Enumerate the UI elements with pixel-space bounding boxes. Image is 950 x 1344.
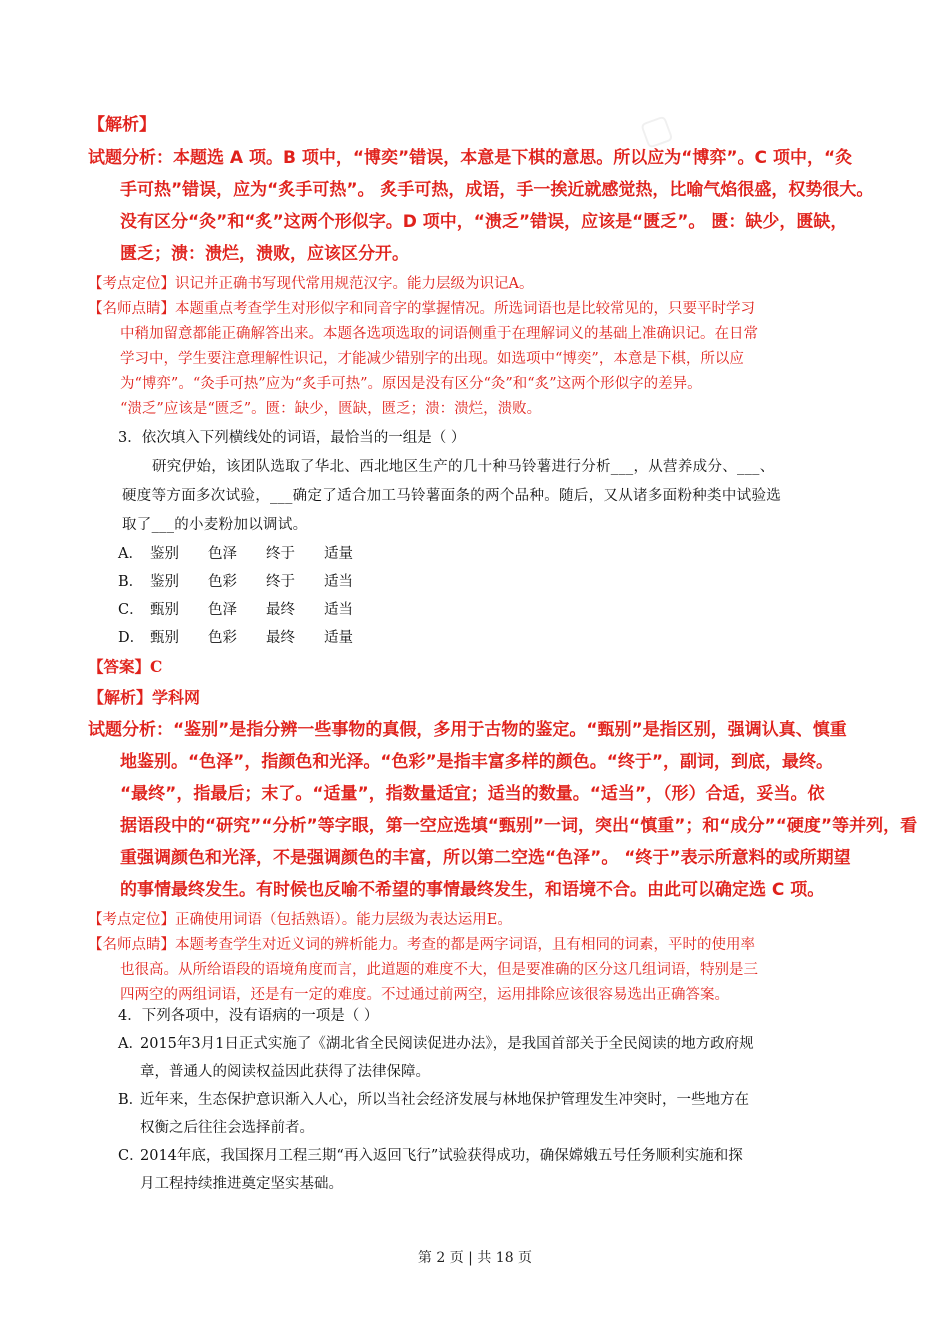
analysis-line: “最终”，指最后；末了。“适量”，指数量适宜；适当的数量。“适当”，（形）合适，妥当。依 <box>120 784 825 804</box>
analysis-line: 试题分析：“鉴别”是指分辨一些事物的真假，多用于古物的鉴定。“甄别”是指区别，强调认真、慎重 <box>88 720 847 740</box>
analysis-line: 匮乏；溃：溃烂，溃败，应该区分开。 <box>120 244 409 264</box>
passage-line: 研究伊始，该团队选取了华北、西北地区生产的几十种马铃薯进行分析___，从营养成分、___、 <box>152 459 775 475</box>
option-word: 适量 <box>324 546 353 562</box>
mingshi-tag: 【名师点睛】 <box>88 301 175 317</box>
answer-value: C <box>150 657 163 676</box>
q3-mingshi <box>88 933 868 1008</box>
passage-line: 取了___的小麦粉加以调试。 <box>122 517 308 533</box>
option-text: 2015年3月1日正式实施了《湖北省全民阅读促进办法》，是我国首部关于全民阅读的地方政府规 <box>140 1036 754 1052</box>
kaodian-text: 正确使用词语（包括熟语）。能力层级为表达运用E。 <box>175 912 512 928</box>
option-label: A． <box>118 1036 143 1052</box>
option-word: 最终 <box>266 630 295 646</box>
option-text: 权衡之后往往会选择前者。 <box>140 1120 314 1136</box>
q3-stem: 3．依次填入下列横线处的词语，最恰当的一组是（ ） <box>118 430 466 446</box>
option-label: C． <box>118 1148 144 1164</box>
answer-tag: 【答案】 <box>88 657 151 676</box>
option-word: 适当 <box>324 574 353 590</box>
mingshi-line: “溃乏”应该是“匮乏”。匮：缺少，匮缺，匮乏；溃：溃烂，溃败。 <box>120 401 542 417</box>
jiexi-label: 【解析】 <box>88 688 153 707</box>
option-word: 鉴别 <box>150 546 179 562</box>
option-word: 甄别 <box>150 602 179 618</box>
analysis-line: 据语段中的“研究”“分析”等字眼，第一空应选填“甄别”一词，突出“慎重”；和“成分”“硬度”等并列，看 <box>120 816 918 836</box>
mingshi-tag: 【名师点睛】 <box>88 937 175 953</box>
analysis-line: 的事情最终发生。有时候也反喻不希望的事情最终发生，和语境不合。由此可以确定选 C 项。 <box>120 880 825 900</box>
q4-option-c[interactable] <box>88 1142 868 1198</box>
option-word: 终于 <box>266 574 295 590</box>
q3-section <box>88 425 918 1008</box>
q3-option-b[interactable] <box>88 568 868 596</box>
analysis-line: 手可热”错误，应为“炙手可热”。 炙手可热，成语，手一挨近就感觉热，比喻气焰很盛，权势很大。 <box>120 180 874 200</box>
analysis-line: 地鉴别。“色泽”，指颜色和光泽。“色彩”是指丰富多样的颜色。“终于”，副词，到底，最终。 <box>120 752 834 772</box>
option-text: 近年来，生态保护意识渐入人心，所以当社会经济发展与林地保护管理发生冲突时，一些地方在 <box>140 1092 749 1108</box>
option-word: 适量 <box>324 630 353 646</box>
option-text: 月工程持续推进奠定坚实基础。 <box>140 1176 343 1192</box>
option-word: 甄别 <box>150 630 179 646</box>
q2-analysis <box>88 142 874 270</box>
mingshi-line: 中稍加留意都能正确解答出来。本题各选项选取的词语侧重于在理解词义的基础上准确识记。在日常 <box>120 326 758 342</box>
option-word: 色泽 <box>208 546 237 562</box>
q3-option-c[interactable] <box>88 596 868 624</box>
option-text: 章，普通人的阅读权益因此获得了法律保障。 <box>140 1064 430 1080</box>
q4-option-b[interactable] <box>88 1086 868 1142</box>
q3-option-a[interactable] <box>88 540 868 568</box>
watermark: ▢ <box>634 105 678 155</box>
page-footer: 第 2 页 | 共 18 页 <box>417 1250 533 1266</box>
q2-kaodian <box>88 272 868 297</box>
q3-passage <box>88 453 868 540</box>
mingshi-line: 学习中，学生要注意理解性识记，才能减少错别字的出现。如选项中“博奕”，本意是下棋，所以应 <box>120 351 744 367</box>
mingshi-line: 四两空的两组词语，还是有一定的难度。不过通过前两空，运用排除应该很容易选出正确答案。 <box>120 987 729 1003</box>
analysis-line: 试题分析：本题选 A 项。B 项中，“博奕”错误，本意是下棋的意思。所以应为“博弈”。C 项中，“灸 <box>88 148 853 168</box>
option-label: A． <box>118 546 143 562</box>
option-word: 终于 <box>266 546 295 562</box>
q4-option-a[interactable] <box>88 1030 868 1086</box>
q3-analysis <box>88 714 918 906</box>
q3-jiexi-header <box>88 684 868 712</box>
analysis-line: 没有区分“灸”和“炙”这两个形似字。D 项中，“溃乏”错误，应该是“匮乏”。 匮：缺少，匮缺， <box>120 212 848 232</box>
option-label: D． <box>118 630 145 646</box>
analysis-line: 重强调颜色和光泽，不是强调颜色的丰富，所以第二空选“色泽”。 “终于”表示所意料的或所期望 <box>120 848 851 868</box>
option-label: C． <box>118 602 144 618</box>
mingshi-line: 本题考查学生对近义词的辨析能力。考查的都是两字词语，且有相同的词素，平时的使用率 <box>175 937 755 953</box>
q3-kaodian <box>88 908 868 933</box>
mingshi-line: 为“博弈”。“灸手可热”应为“炙手可热”。原因是没有区分“灸”和“炙”这两个形似字的差异。 <box>120 376 702 392</box>
option-word: 适当 <box>324 602 353 618</box>
option-word: 色彩 <box>208 630 237 646</box>
q3-options <box>88 540 868 652</box>
option-word: 色彩 <box>208 574 237 590</box>
option-word: 最终 <box>266 602 295 618</box>
kaodian-tag: 【考点定位】 <box>88 912 175 928</box>
q4-options <box>88 1030 868 1198</box>
q3-option-d[interactable] <box>88 624 868 652</box>
jiexi-label: 【解析】 <box>88 115 156 135</box>
jiexi-suffix: 学科网 <box>152 688 201 707</box>
q4-section <box>88 1002 868 1198</box>
q4-stem: 4．下列各项中，没有语病的一项是（ ） <box>118 1008 379 1024</box>
mingshi-line: 本题重点考查学生对形似字和同音字的掌握情况。所选词语也是比较常见的，只要平时学习 <box>175 301 755 317</box>
option-word: 色泽 <box>208 602 237 618</box>
option-label: B． <box>118 1092 144 1108</box>
kaodian-text: 识记并正确书写现代常用规范汉字。能力层级为识记A。 <box>175 276 534 292</box>
option-label: B． <box>118 574 144 590</box>
mingshi-line: 也很高。从所给语段的语境角度而言，此道题的难度不大，但是要准确的区分这几组词语，特别是三 <box>120 962 758 978</box>
passage-line: 硬度等方面多次试验，___确定了适合加工马铃薯面条的两个品种。随后，又从诸多面粉种类中试验选 <box>122 488 782 504</box>
q3-answer <box>88 654 868 680</box>
q2-mingshi <box>88 297 868 422</box>
kaodian-tag: 【考点定位】 <box>88 276 175 292</box>
option-word: 鉴别 <box>150 574 179 590</box>
q2-analysis-section <box>88 112 874 422</box>
option-text: 2014年底，我国探月工程三期“再入返回飞行”试验获得成功，确保嫦娥五号任务顺利实施和探 <box>140 1148 743 1164</box>
